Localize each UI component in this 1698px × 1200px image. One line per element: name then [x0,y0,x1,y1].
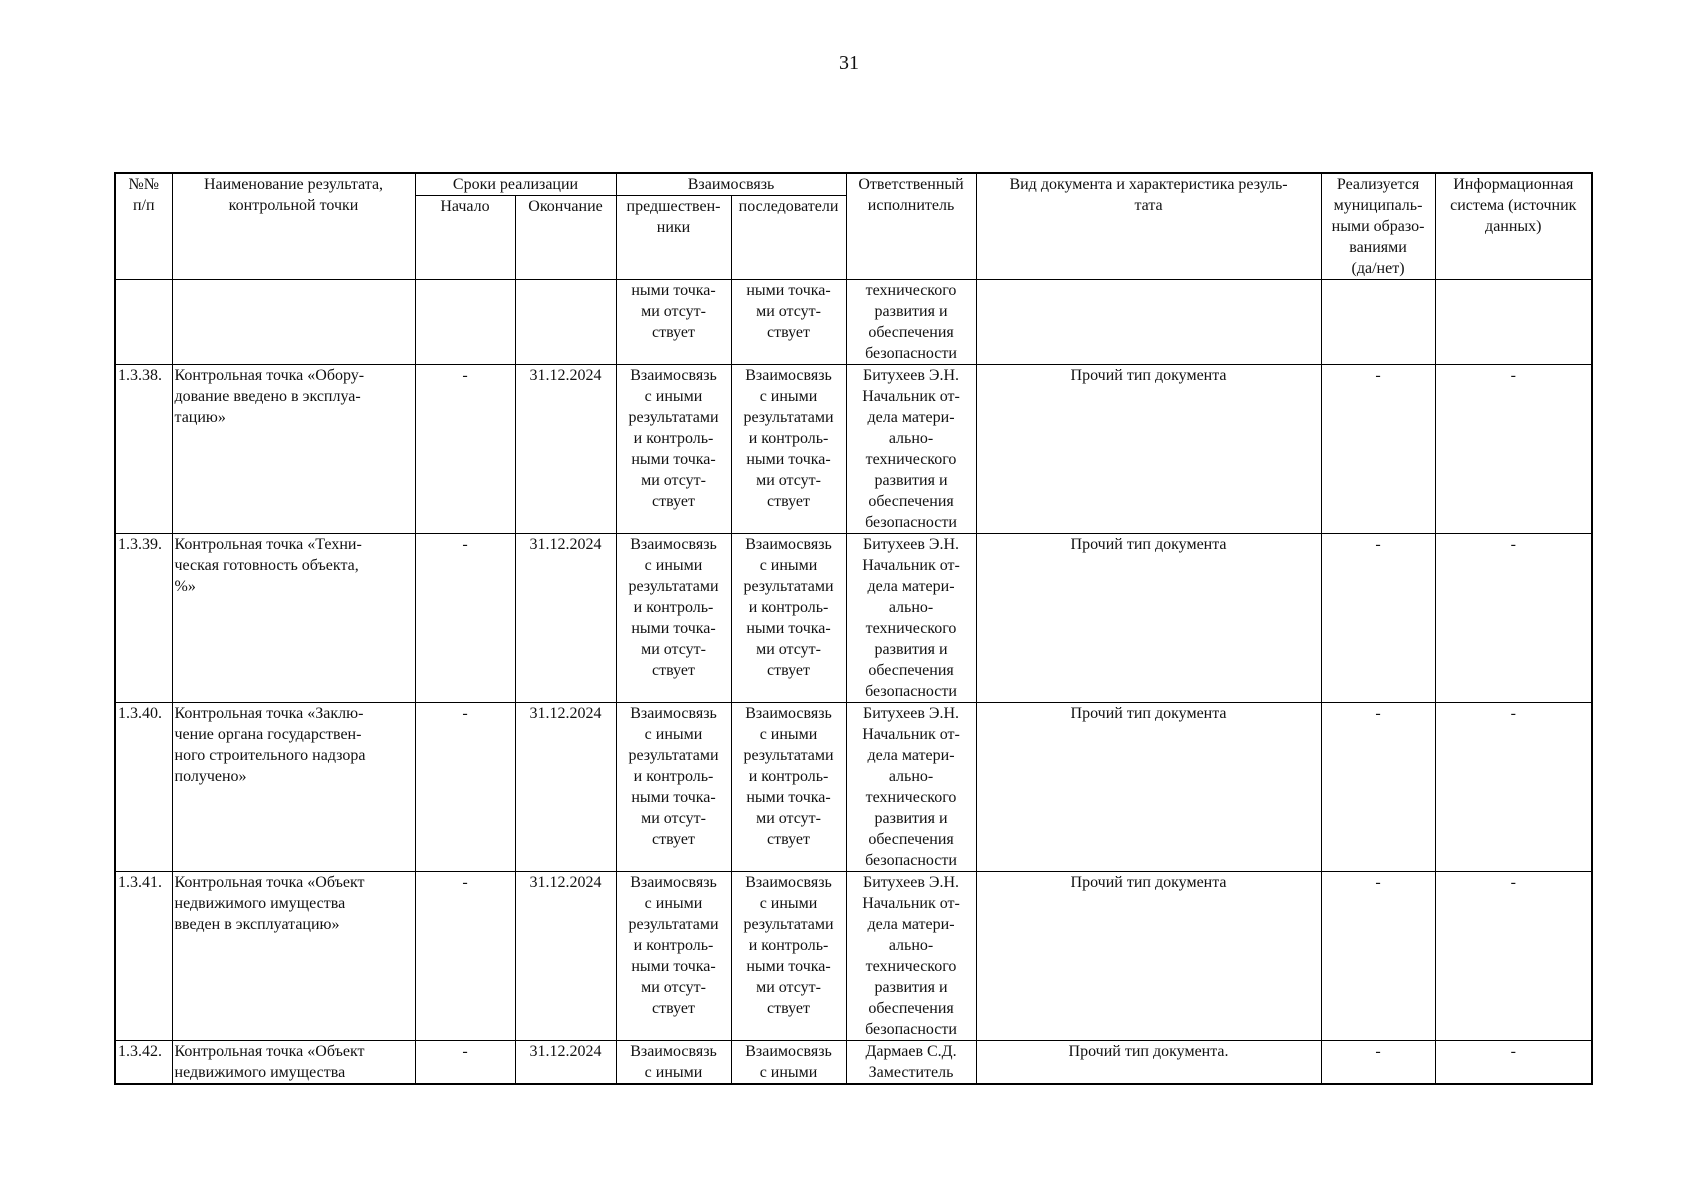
row-responsible: Битухеев Э.Н. Начальник от- дела матери- ально- технического развития и обеспечения безопасности [846,534,976,703]
row-municipal: - [1321,703,1435,872]
row-start: - [415,534,515,703]
results-table [114,172,1593,1085]
row-succ: Взаимосвязь с иными результатами и контроль- ными точка- ми отсут- ствует [731,703,846,872]
row-infosys: - [1435,365,1592,534]
header-infosys: Информационная система (источник данных) [1435,173,1592,280]
row-doctype: Прочий тип документа [976,534,1321,703]
header-name: Наименование результата, контрольной точки [172,173,415,280]
header-end: Окончание [515,196,616,280]
row-succ: Взаимосвязь с иными результатами и контроль- ными точка- ми отсут- ствует [731,365,846,534]
table-row [115,872,1592,1041]
row-infosys: - [1435,1041,1592,1085]
table-row [115,365,1592,534]
row-name [172,280,415,365]
row-municipal: - [1321,365,1435,534]
header-responsible: Ответственный исполнитель [846,173,976,280]
row-num: 1.3.41. [115,872,172,1041]
row-responsible: технического развития и обеспечения безопасности [846,280,976,365]
row-responsible: Битухеев Э.Н. Начальник от- дела матери- ально- технического развития и обеспечения безопасности [846,872,976,1041]
row-start: - [415,1041,515,1085]
row-name: Контрольная точка «Обору- дование введено в эксплуа- тацию» [172,365,415,534]
row-pred: ными точка- ми отсут- ствует [616,280,731,365]
row-name: Контрольная точка «Заклю- чение органа государствен- ного строительного надзора получено» [172,703,415,872]
row-end: 31.12.2024 [515,1041,616,1085]
row-end: 31.12.2024 [515,365,616,534]
table-row [115,703,1592,872]
row-infosys [1435,280,1592,365]
table-row [115,534,1592,703]
row-succ: Взаимосвязь с иными результатами и контроль- ными точка- ми отсут- ствует [731,872,846,1041]
header-doctype: Вид документа и характеристика резуль- тата [976,173,1321,280]
header-pred: предшествен- ники [616,196,731,280]
row-end: 31.12.2024 [515,872,616,1041]
table-row [115,280,1592,365]
row-start: - [415,365,515,534]
row-pred: Взаимосвязь с иными результатами и контроль- ными точка- ми отсут- ствует [616,703,731,872]
row-infosys: - [1435,703,1592,872]
row-doctype: Прочий тип документа [976,365,1321,534]
row-end [515,280,616,365]
header-start: Начало [415,196,515,280]
row-name: Контрольная точка «Объект недвижимого имущества [172,1041,415,1085]
row-infosys: - [1435,872,1592,1041]
row-doctype: Прочий тип документа. [976,1041,1321,1085]
page-number: 31 [839,52,859,74]
row-succ: ными точка- ми отсут- ствует [731,280,846,365]
row-pred: Взаимосвязь с иными результатами и контроль- ными точка- ми отсут- ствует [616,534,731,703]
row-pred: Взаимосвязь с иными [616,1041,731,1085]
row-responsible: Дармаев С.Д. Заместитель [846,1041,976,1085]
row-doctype: Прочий тип документа [976,872,1321,1041]
row-municipal: - [1321,534,1435,703]
row-responsible: Битухеев Э.Н. Начальник от- дела матери- ально- технического развития и обеспечения безопасности [846,365,976,534]
row-num: 1.3.42. [115,1041,172,1085]
row-pred: Взаимосвязь с иными результатами и контроль- ными точка- ми отсут- ствует [616,872,731,1041]
row-num: 1.3.38. [115,365,172,534]
row-num [115,280,172,365]
row-name: Контрольная точка «Объект недвижимого имущества введен в эксплуатацию» [172,872,415,1041]
row-doctype [976,280,1321,365]
row-municipal: - [1321,1041,1435,1085]
row-start [415,280,515,365]
header-succ: последователи [731,196,846,280]
row-municipal [1321,280,1435,365]
row-municipal: - [1321,872,1435,1041]
header-terms: Сроки реализации [415,173,616,196]
row-succ: Взаимосвязь с иными [731,1041,846,1085]
row-name: Контрольная точка «Техни- ческая готовность объекта, %» [172,534,415,703]
header-num: №№ п/п [115,173,172,280]
row-infosys: - [1435,534,1592,703]
row-responsible: Битухеев Э.Н. Начальник от- дела матери- ально- технического развития и обеспечения безопасности [846,703,976,872]
row-succ: Взаимосвязь с иными результатами и контроль- ными точка- ми отсут- ствует [731,534,846,703]
row-doctype: Прочий тип документа [976,703,1321,872]
table-row [115,1041,1592,1085]
row-end: 31.12.2024 [515,534,616,703]
header-row-top [115,173,1592,196]
row-pred: Взаимосвязь с иными результатами и контроль- ными точка- ми отсут- ствует [616,365,731,534]
row-num: 1.3.40. [115,703,172,872]
row-start: - [415,872,515,1041]
row-start: - [415,703,515,872]
row-end: 31.12.2024 [515,703,616,872]
row-num: 1.3.39. [115,534,172,703]
header-municipal: Реализуется муниципаль- ными образо- ваниями (да/нет) [1321,173,1435,280]
header-relation: Взаимосвязь [616,173,846,196]
